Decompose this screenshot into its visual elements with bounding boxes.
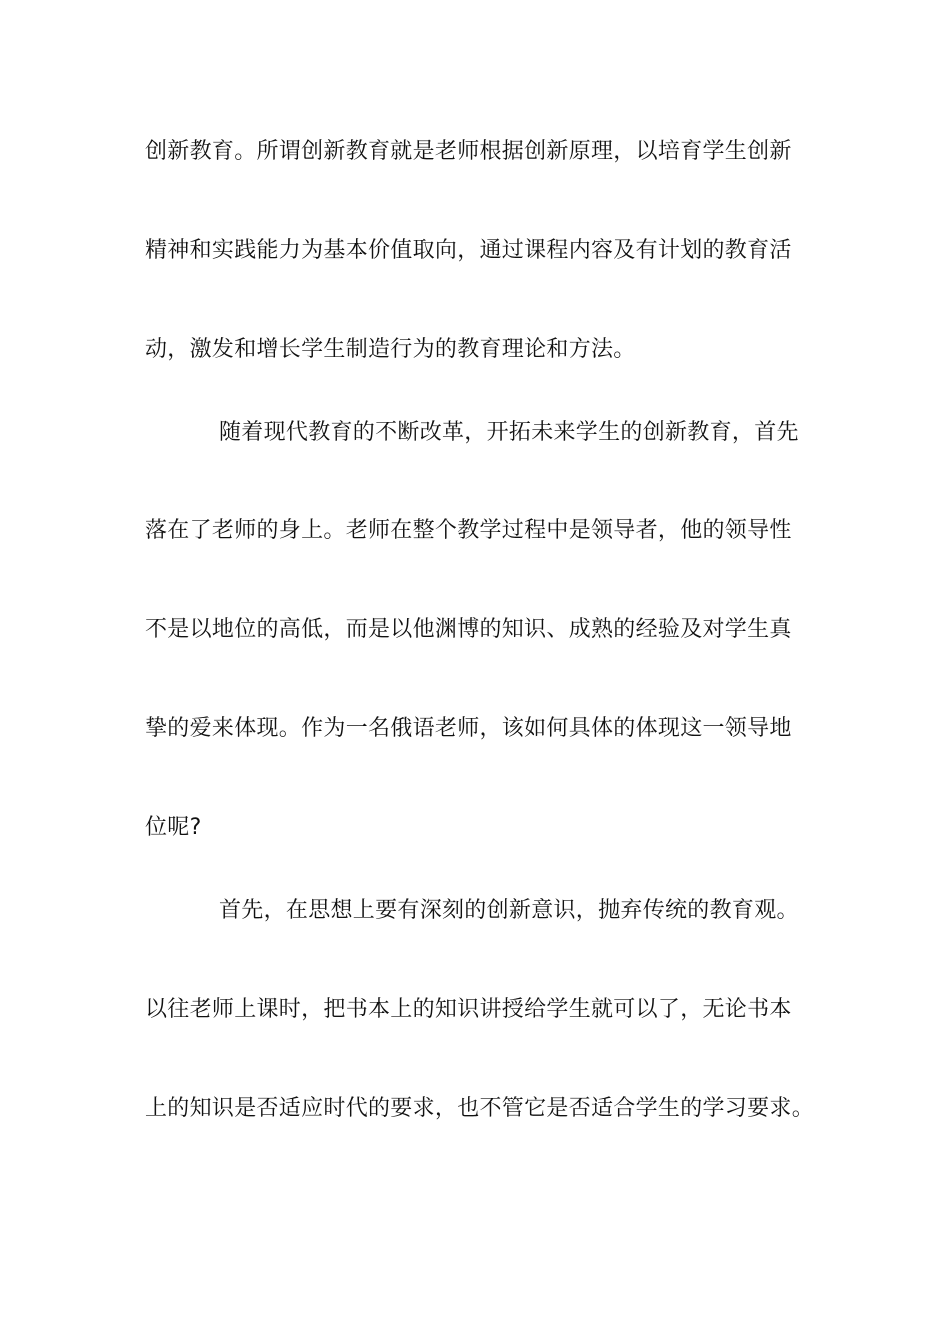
paragraph-line: 动，激发和增长学生制造行为的教育理论和方法。: [145, 337, 636, 362]
paragraph-line: 位呢?: [145, 815, 202, 840]
paragraph-line: 挚的爱来体现。作为一名俄语老师，该如何具体的体现这一领导地: [145, 716, 792, 741]
paragraph-line: 落在了老师的身上。老师在整个教学过程中是领导者，他的领导性: [145, 518, 792, 543]
paragraph-line: 精神和实践能力为基本价值取向，通过课程内容及有计划的教育活: [145, 238, 792, 263]
paragraph-first-line: 随着现代教育的不断改革，开拓未来学生的创新教育，首先: [219, 420, 799, 445]
paragraph-line: 创新教育。所谓创新教育就是老师根据创新原理，以培育学生创新: [145, 139, 792, 164]
paragraph-line: 上的知识是否适应时代的要求，也不管它是否适合学生的学习要求。: [145, 1096, 815, 1121]
paragraph-line: 以往老师上课时，把书本上的知识讲授给学生就可以了，无论书本: [145, 997, 792, 1022]
paragraph-line: 不是以地位的高低，而是以他渊博的知识、成熟的经验及对学生真: [145, 617, 792, 642]
paragraph-first-line: 首先，在思想上要有深刻的创新意识，抛弃传统的教育观。: [219, 898, 799, 923]
